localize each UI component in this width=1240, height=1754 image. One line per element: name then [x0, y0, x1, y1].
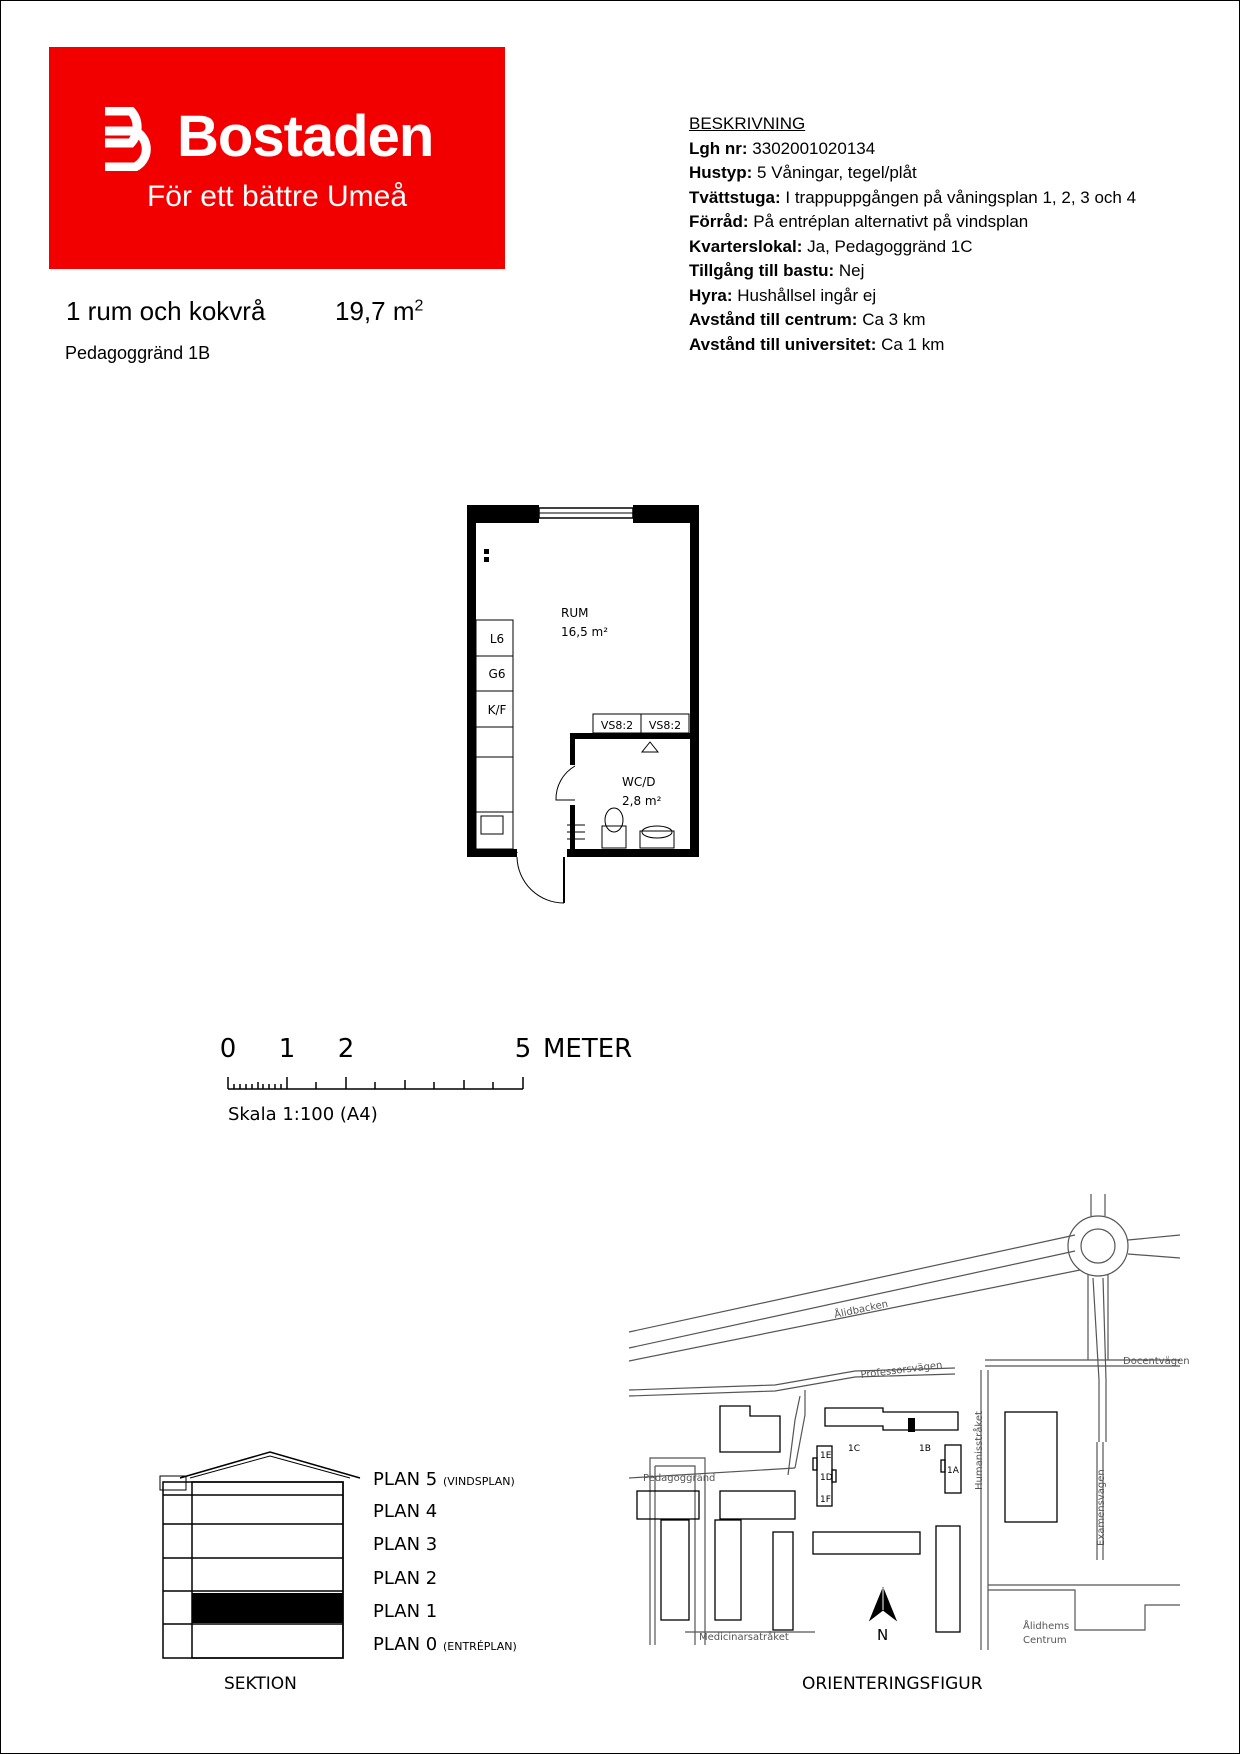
map-title: ORIENTERINGSFIGUR — [802, 1674, 983, 1694]
room-area: 16,5 m² — [561, 625, 609, 639]
street-label: Ålidbacken — [833, 1298, 890, 1321]
building-label: 1B — [919, 1444, 931, 1454]
scale-tick-label: 1 — [278, 1034, 296, 1064]
building-label: 1D — [820, 1473, 833, 1483]
centrum-label: Ålidhems — [1023, 1621, 1070, 1632]
section-plan0: PLAN 0 (ENTRÉPLAN) — [373, 1634, 517, 1655]
desc-row: Förråd: På entréplan alternativt på vindsplan — [689, 212, 1029, 231]
street-label: Docentvägen — [1123, 1356, 1190, 1367]
street-label: Medicinarsatråket — [699, 1632, 789, 1643]
section-diagram — [150, 1440, 370, 1670]
cabinet-label: L6 — [489, 632, 505, 646]
closet-label: VS8:2 — [600, 719, 634, 732]
apartment-type: 1 rum och kokvrå — [66, 296, 266, 326]
desc-row: Lgh nr: 3302001020134 — [689, 138, 876, 158]
scale-bar — [200, 1030, 650, 1130]
orientation-map — [625, 1190, 1195, 1670]
closet-label: VS8:2 — [648, 719, 682, 732]
logo-tagline: För ett bättre Umeå — [146, 180, 408, 213]
section-plan1: PLAN 1 — [373, 1601, 438, 1622]
logo-name: Bostaden — [177, 104, 434, 169]
wc-name: WC/D — [622, 775, 656, 789]
desc-row: Avstånd till centrum: Ca 3 km — [689, 310, 926, 329]
scale-tick-label: 0 — [219, 1034, 237, 1064]
section-plan5: PLAN 5 (VINDSPLAN) — [373, 1469, 515, 1490]
cabinet-label: K/F — [487, 703, 507, 717]
desc-row: Tvättstuga: I trappuppgången på våningsplan 1, 2, 3 och 4 — [689, 187, 1137, 207]
north-label: N — [877, 1626, 889, 1644]
desc-row: Tillgång till bastu: Nej — [689, 261, 865, 280]
street-label: Pedagoggränd — [643, 1473, 716, 1484]
scale-caption: Skala 1:100 (A4) — [228, 1104, 378, 1125]
section-plan2: PLAN 2 — [373, 1568, 438, 1589]
scale-unit: METER — [543, 1034, 633, 1064]
building-label: 1A — [947, 1466, 959, 1476]
building-label: 1E — [820, 1451, 832, 1461]
apartment-area: 19,7 $m^2$ — [335, 296, 424, 326]
cabinet-label: G6 — [488, 667, 506, 681]
scale-tick-label: 5 — [514, 1034, 532, 1064]
desc-row: Kvarterslokal: Ja, Pedagoggränd 1C — [689, 236, 973, 256]
apartment-address: Pedagoggränd 1B — [65, 343, 211, 363]
description-heading: BESKRIVNING — [689, 114, 806, 133]
desc-row: Hyra: Hushållsel ingår ej — [689, 285, 877, 305]
room-name: RUM — [561, 606, 589, 620]
section-title: SEKTION — [224, 1674, 297, 1694]
wc-area: 2,8 m² — [622, 794, 662, 808]
building-label: 1C — [848, 1444, 861, 1454]
street-label: Humanisstråket — [974, 1411, 985, 1490]
centrum-label: Centrum — [1023, 1635, 1067, 1646]
desc-row: Avstånd till universitet: Ca 1 km — [689, 334, 945, 354]
street-label: Examensvägen — [1096, 1469, 1107, 1546]
section-plan3: PLAN 3 — [373, 1534, 438, 1555]
section-plan4: PLAN 4 — [373, 1501, 438, 1522]
street-label: Professorsvägen — [860, 1360, 944, 1381]
desc-row: Hustyp: 5 Våningar, tegel/plåt — [689, 163, 917, 182]
building-label: 1F — [820, 1495, 831, 1505]
scale-tick-label: 2 — [337, 1034, 355, 1064]
